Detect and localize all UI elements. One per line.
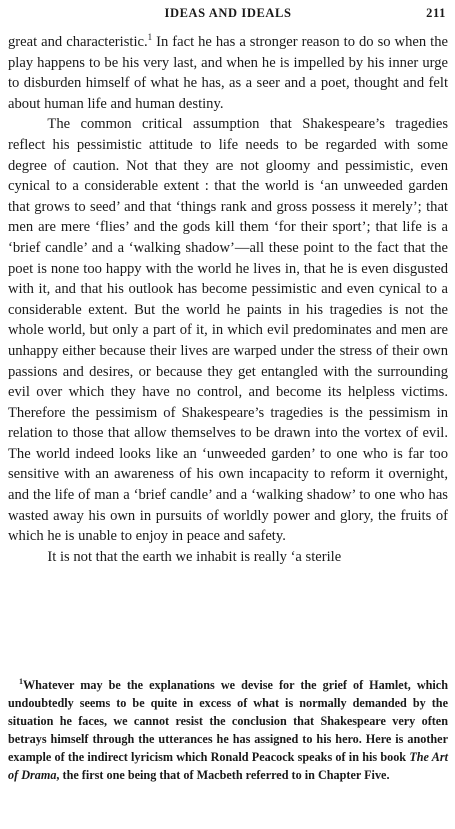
footnote-marker: 1 bbox=[18, 676, 23, 686]
footnote-text bbox=[8, 676, 448, 784]
footnote-reference: 1 bbox=[147, 32, 153, 43]
body-text bbox=[8, 32, 448, 567]
running-title: IDEAS AND IDEALS bbox=[164, 6, 292, 20]
footnote-text-end: , the first one being that of Macbeth referred to in Chapter Five. bbox=[56, 768, 390, 782]
paragraph-1-start: great and characteristic. bbox=[8, 34, 148, 50]
paragraph-3: It is not that the earth we inhabit is really ‘a sterile bbox=[47, 548, 342, 565]
footnote bbox=[8, 676, 448, 784]
page-header bbox=[8, 6, 448, 26]
page-number: 211 bbox=[426, 6, 446, 20]
footnote-book-title: The Art of Drama bbox=[8, 750, 448, 782]
paragraph-2: The common critical assumption that Shakespeare’s tragedies reflect his pessimistic attitude to life needs to be regarded with some degree of caution. Not that they are not gloomy and pessimistic, even cynical to a considerable extent : that the world is ‘an unweeded garden that grows to seed’ and that ‘things rank and gross possess it merely’; that men are mere ‘flies’ and the gods kill them ‘for their sport’; that life is a ‘brief candle’ and a ‘walking shadow’—all these point to the fact that the poet is none too happy with the world he lives in, that he is even disgusted with it, and that his outlook has become pessimistic and even cynical to a considerable extent. But the world he paints in his tragedies is not the whole world, but only a part of it, in which evil predominates and men are unhappy either because their lives are warped under the stress of their own passions and desires, or because they get entangled with the surrounding evil over which they have no control, and become its helpless victims. Therefore the pessimism of Shakespeare’s tragedies is the pessimism in relation to those that allow themselves to be drawn into the vortex of evil. The world indeed looks like an ‘unweeded garden’ to one who is far too sensitive with an awareness of his own incapacity to reform it overnight, and the life of man a ‘brief candle’ and a ‘walking shadow’ to one who has wasted away his own in pursuits of worldly power and glory, the fruits of which he is unable to enjoy in peace and safety. bbox=[8, 116, 448, 545]
book-page bbox=[8, 6, 448, 567]
footnote-text-start: Whatever may be the explanations we devise for the grief of Hamlet, which undoubtedly seems to be quite in excess of what is normally demanded by the situation he faces, we cannot resist the conclusion that Shakespeare very often betrays himself through the utterances he has assigned to his hero. Here is another example of the indirect lyricism which Ronald Peacock speaks of in his book bbox=[8, 678, 448, 764]
paragraph-1-rest: In fact he has a stronger reason to do so when the play happens to be his very last, and when he is impelled by his inner urge to disburden himself of what he has, as a seer and a poet, thought and felt about human life and human destiny. bbox=[8, 34, 448, 112]
paragraph-1 bbox=[8, 32, 448, 114]
